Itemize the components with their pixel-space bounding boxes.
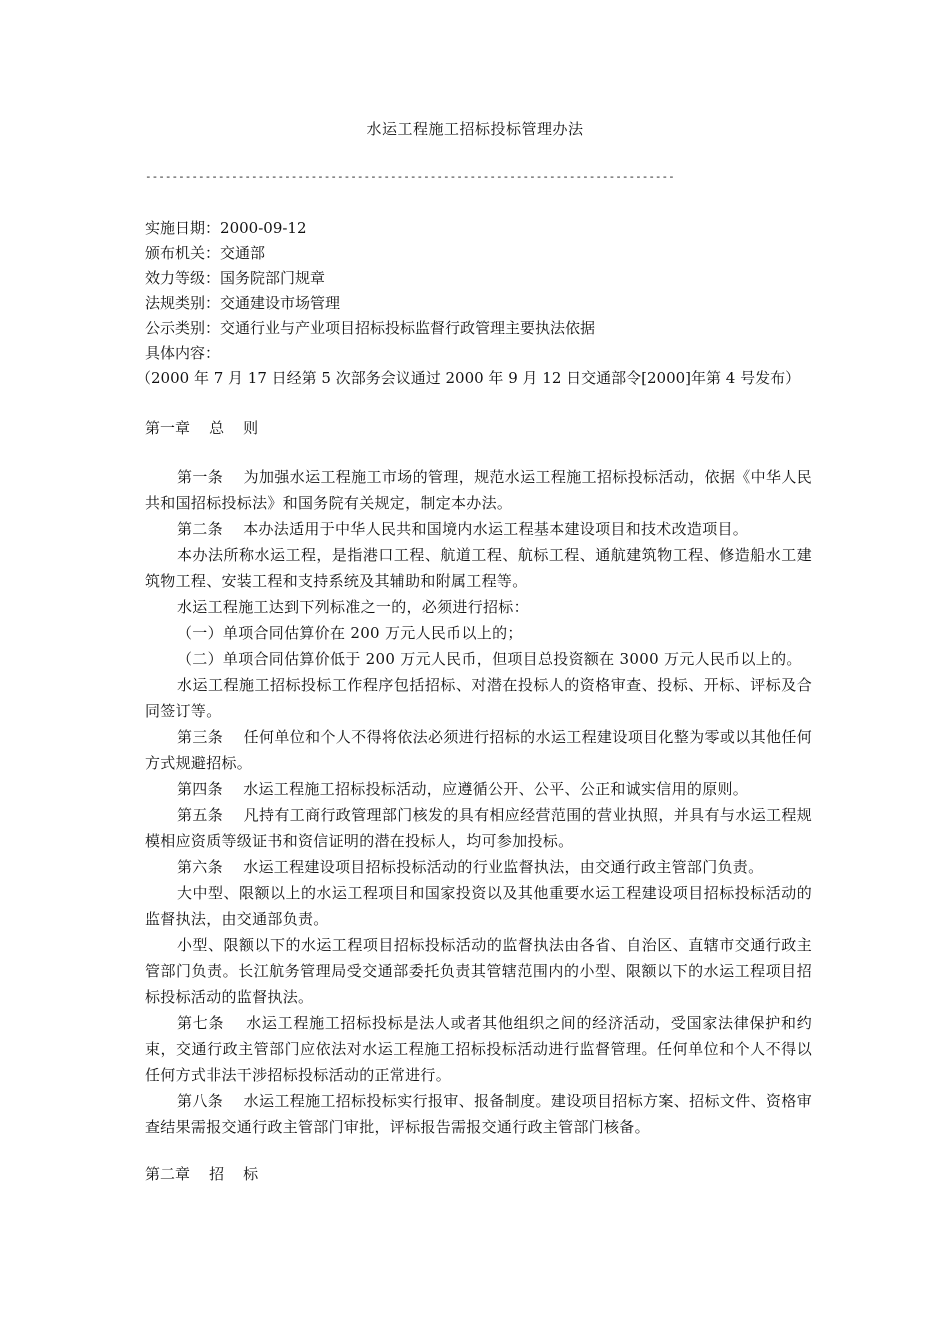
article-paragraph [145, 880, 812, 932]
chapter-heading-2: 第二章 招 标 [145, 1165, 259, 1183]
articles-body [145, 464, 812, 1140]
article-number: 第二条 [177, 520, 244, 538]
article-paragraph [145, 672, 812, 724]
chapter-heading-1: 第一章 总 则 [145, 419, 259, 437]
article-number: 第五条 [177, 806, 244, 824]
article-text: （二）单项合同估算价低于 200 万元人民币，但项目总投资额在 3000 万元人民币以上的。 [177, 650, 802, 668]
article-text: 小型、限额以下的水运工程项目招标投标活动的监督执法由各省、自治区、直辖市交通行政主管部门负责。长江航务管理局受交通部委托负责其管辖范围内的小型、限额以下的水运工程项目招标投标活动的监督执法。 [145, 936, 812, 1006]
meta-label: 公示类别 [145, 319, 206, 337]
meta-content-heading [145, 341, 825, 366]
article-text: 大中型、限额以上的水运工程项目和国家投资以及其他重要水运工程建设项目招标投标活动的监督执法，由交通部负责。 [145, 884, 812, 928]
article-number: 第一条 [177, 468, 244, 486]
article-text: 任何单位和个人不得将依法必须进行招标的水运工程建设项目化整为零或以其他任何方式规避招标。 [145, 728, 812, 772]
meta-value: 交通部 [220, 244, 266, 262]
meta-separator: ： [205, 344, 221, 362]
meta-label: 颁布机关 [145, 244, 206, 262]
article-paragraph [145, 932, 812, 1010]
meta-label: 实施日期 [145, 219, 206, 237]
article-text: 水运工程施工招标投标实行报审、报备制度。建设项目招标方案、招标文件、资格审查结果需报交通行政主管部门审批，评标报告需报交通行政主管部门核备。 [145, 1092, 812, 1136]
document-title: 水运工程施工招标投标管理办法 [366, 120, 584, 138]
meta-label: 效力等级 [145, 269, 206, 287]
meta-value: 国务院部门规章 [220, 269, 326, 287]
adoption-notice: （2000 年 7 月 17 日经第 5 次部务会议通过 2000 年 9 月 12 日交通部令[2000]年第 4 号发布） [136, 369, 801, 387]
article-text: （一）单项合同估算价在 200 万元人民币以上的； [177, 624, 523, 642]
article-paragraph [145, 776, 812, 802]
meta-regulation-category [145, 291, 825, 316]
meta-legal-level [145, 266, 825, 291]
meta-separator: ： [205, 244, 221, 262]
article-text: 本办法所称水运工程，是指港口工程、航道工程、航标工程、通航建筑物工程、修造船水工建筑物工程、安装工程和支持系统及其辅助和附属工程等。 [145, 546, 812, 590]
meta-value: 2000-09-12 [220, 219, 307, 237]
meta-effective-date [145, 216, 825, 241]
article-paragraph [145, 724, 812, 776]
article-number: 第八条 [177, 1092, 244, 1110]
article-paragraph [145, 646, 812, 672]
article-text: 水运工程建设项目招标投标活动的行业监督执法，由交通行政主管部门负责。 [243, 858, 764, 876]
article-paragraph [145, 802, 812, 854]
meta-label: 具体内容 [145, 344, 206, 362]
article-text: 水运工程施工招标投标是法人或者其他组织之间的经济活动，受国家法律保护和约束，交通行政主管部门应依法对水运工程施工招标投标活动进行监督管理。任何单位和个人不得以任何方式非法干涉招标投标活动的正常进行。 [145, 1014, 812, 1084]
metadata-block [145, 216, 825, 366]
article-paragraph [145, 1010, 812, 1088]
meta-label: 法规类别 [145, 294, 206, 312]
meta-separator: ： [205, 294, 221, 312]
article-paragraph [145, 620, 812, 646]
meta-publicity-category [145, 316, 825, 341]
article-text: 水运工程施工招标投标活动，应遵循公开、公平、公正和诚实信用的原则。 [243, 780, 749, 798]
meta-separator: ： [205, 269, 221, 287]
article-text: 本办法适用于中华人民共和国境内水运工程基本建设项目和技术改造项目。 [243, 520, 749, 538]
article-paragraph [145, 464, 812, 516]
meta-value: 交通建设市场管理 [220, 294, 341, 312]
meta-separator: ： [205, 319, 221, 337]
article-paragraph [145, 854, 812, 880]
article-paragraph [145, 594, 812, 620]
article-text: 水运工程施工达到下列标准之一的，必须进行招标： [177, 598, 529, 616]
article-text: 水运工程施工招标投标工作程序包括招标、对潜在投标人的资格审查、投标、开标、评标及合同签订等。 [145, 676, 812, 720]
article-text: 为加强水运工程施工市场的管理，规范水运工程施工招标投标活动，依据《中华人民共和国招标投标法》和国务院有关规定，制定本办法。 [145, 468, 812, 512]
meta-value: 交通行业与产业项目招标投标监督行政管理主要执法依据 [220, 319, 596, 337]
article-number: 第七条 [177, 1014, 247, 1032]
article-text: 凡持有工商行政管理部门核发的具有相应经营范围的营业执照，并具有与水运工程规模相应资质等级证书和资信证明的潜在投标人，均可参加投标。 [145, 806, 812, 850]
article-number: 第四条 [177, 780, 244, 798]
article-paragraph [145, 1088, 812, 1140]
article-paragraph [145, 542, 812, 594]
meta-separator: ： [205, 219, 221, 237]
article-paragraph [145, 516, 812, 542]
separator-line: -------------------------------------------------------------------------------- [145, 170, 675, 183]
article-number: 第六条 [177, 858, 244, 876]
article-number: 第三条 [177, 728, 244, 746]
meta-issuing-authority [145, 241, 825, 266]
